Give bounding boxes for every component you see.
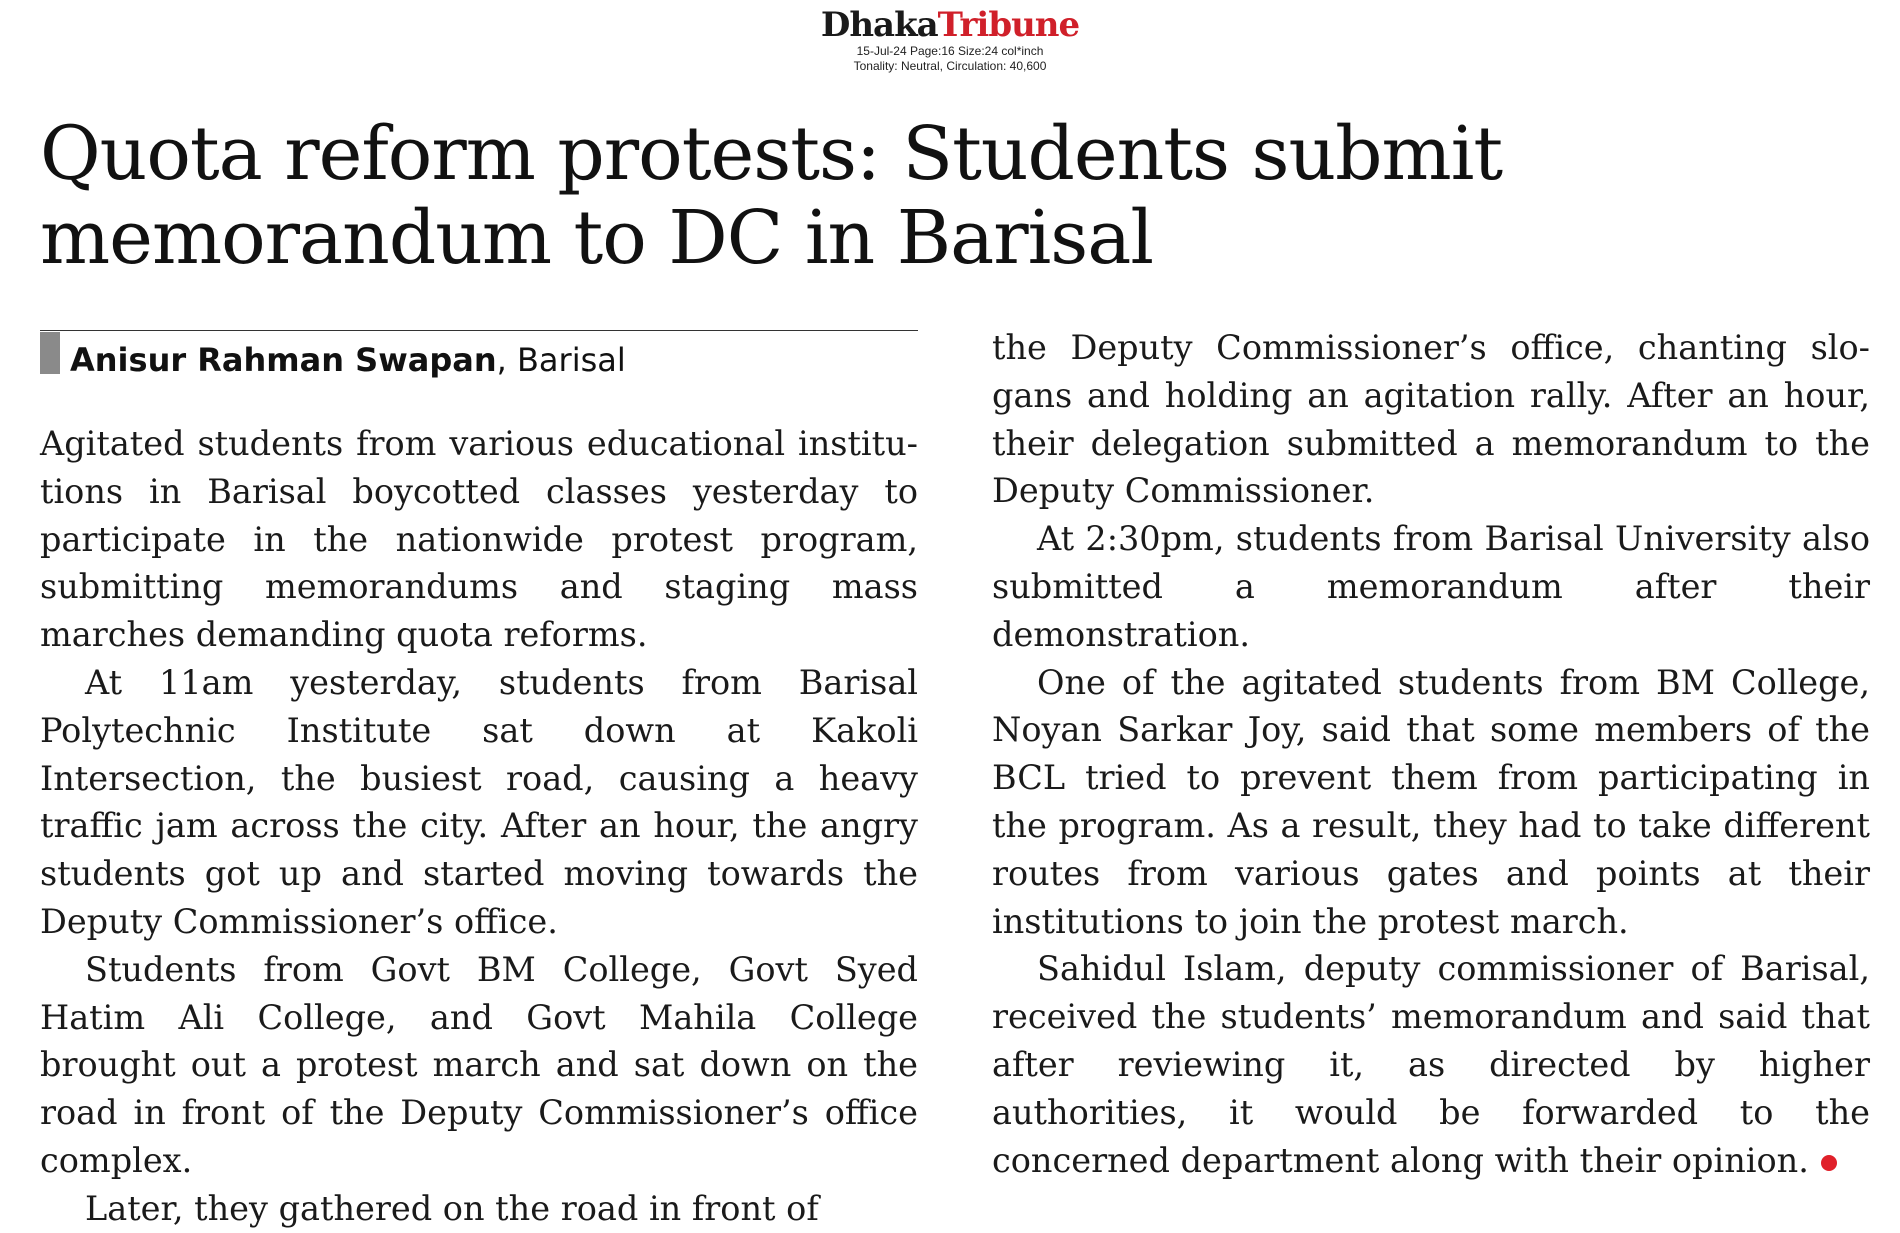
masthead <box>0 6 1900 74</box>
clipping-meta-line-2: Tonality: Neutral, Circulation: 40,600 <box>853 59 1047 73</box>
paragraph: One of the agitated students from BM College, Noyan Sarkar Joy, said that some members of the BCL tried to prevent them from participating in the program. As a result, they had to take different routes from various gates and points at their institutions to join the protest march. <box>992 662 1870 941</box>
paragraph: the Deputy Commissioner’s office, chanting slogans and holding an agitation rally. After an hour, their delegation submitted a memorandum to the Deputy Commissioner. <box>992 328 1870 511</box>
logo-tribune-text: Tribune <box>937 5 1080 45</box>
logo-dhaka-text: Dhaka <box>820 5 938 45</box>
byline-bar <box>40 332 60 374</box>
byline-author: Anisur Rahman Swapan <box>70 341 497 379</box>
paragraph <box>992 945 1870 1184</box>
byline-location: , Barisal <box>496 341 626 379</box>
paragraph: Students from Govt BM College, Govt Syed Hatim Ali College, and Govt Mahila College brought out a protest march and sat down on the road in front of the Deputy Commissioner’s office complex. <box>40 949 918 1180</box>
paragraph-text: Sahidul Islam, deputy commissioner of Barisal, received the students’ memorandum and said that after reviewing it, as directed by higher authorities, it would be forwarded to the concerned department along with their opinion. <box>992 949 1870 1180</box>
byline <box>70 340 626 380</box>
paragraph: Later, they gathered on the road in front of <box>85 1188 819 1228</box>
article-headline: Quota reform protests: Students submit memorandum to DC in Barisal <box>40 111 1503 281</box>
byline-rule <box>40 330 918 331</box>
end-of-article-dot-icon <box>1821 1155 1837 1171</box>
paragraph: At 2:30pm, students from Barisal University also submitted a memorandum after their demonstration. <box>992 519 1870 654</box>
paragraph: Agitated students from various educational institutions in Barisal boycotted classes yesterday to participate in the nationwide protest program, submitting memorandums and staging mass marches demanding quota reforms. <box>40 424 918 655</box>
clipping-meta-line-1: 15-Jul-24 Page:16 Size:24 col*inch <box>856 44 1044 58</box>
paragraph: At 11am yesterday, students from Barisal Polytechnic Institute sat down at Kakoli Intersection, the busiest road, causing a heavy traffic jam across the city. After an hour, the angry students got up and started moving towards the Deputy Commissioner’s office. <box>40 662 918 941</box>
newspaper-logo <box>0 6 1900 44</box>
article-column-left <box>40 420 918 1233</box>
article-column-right <box>992 324 1870 1184</box>
